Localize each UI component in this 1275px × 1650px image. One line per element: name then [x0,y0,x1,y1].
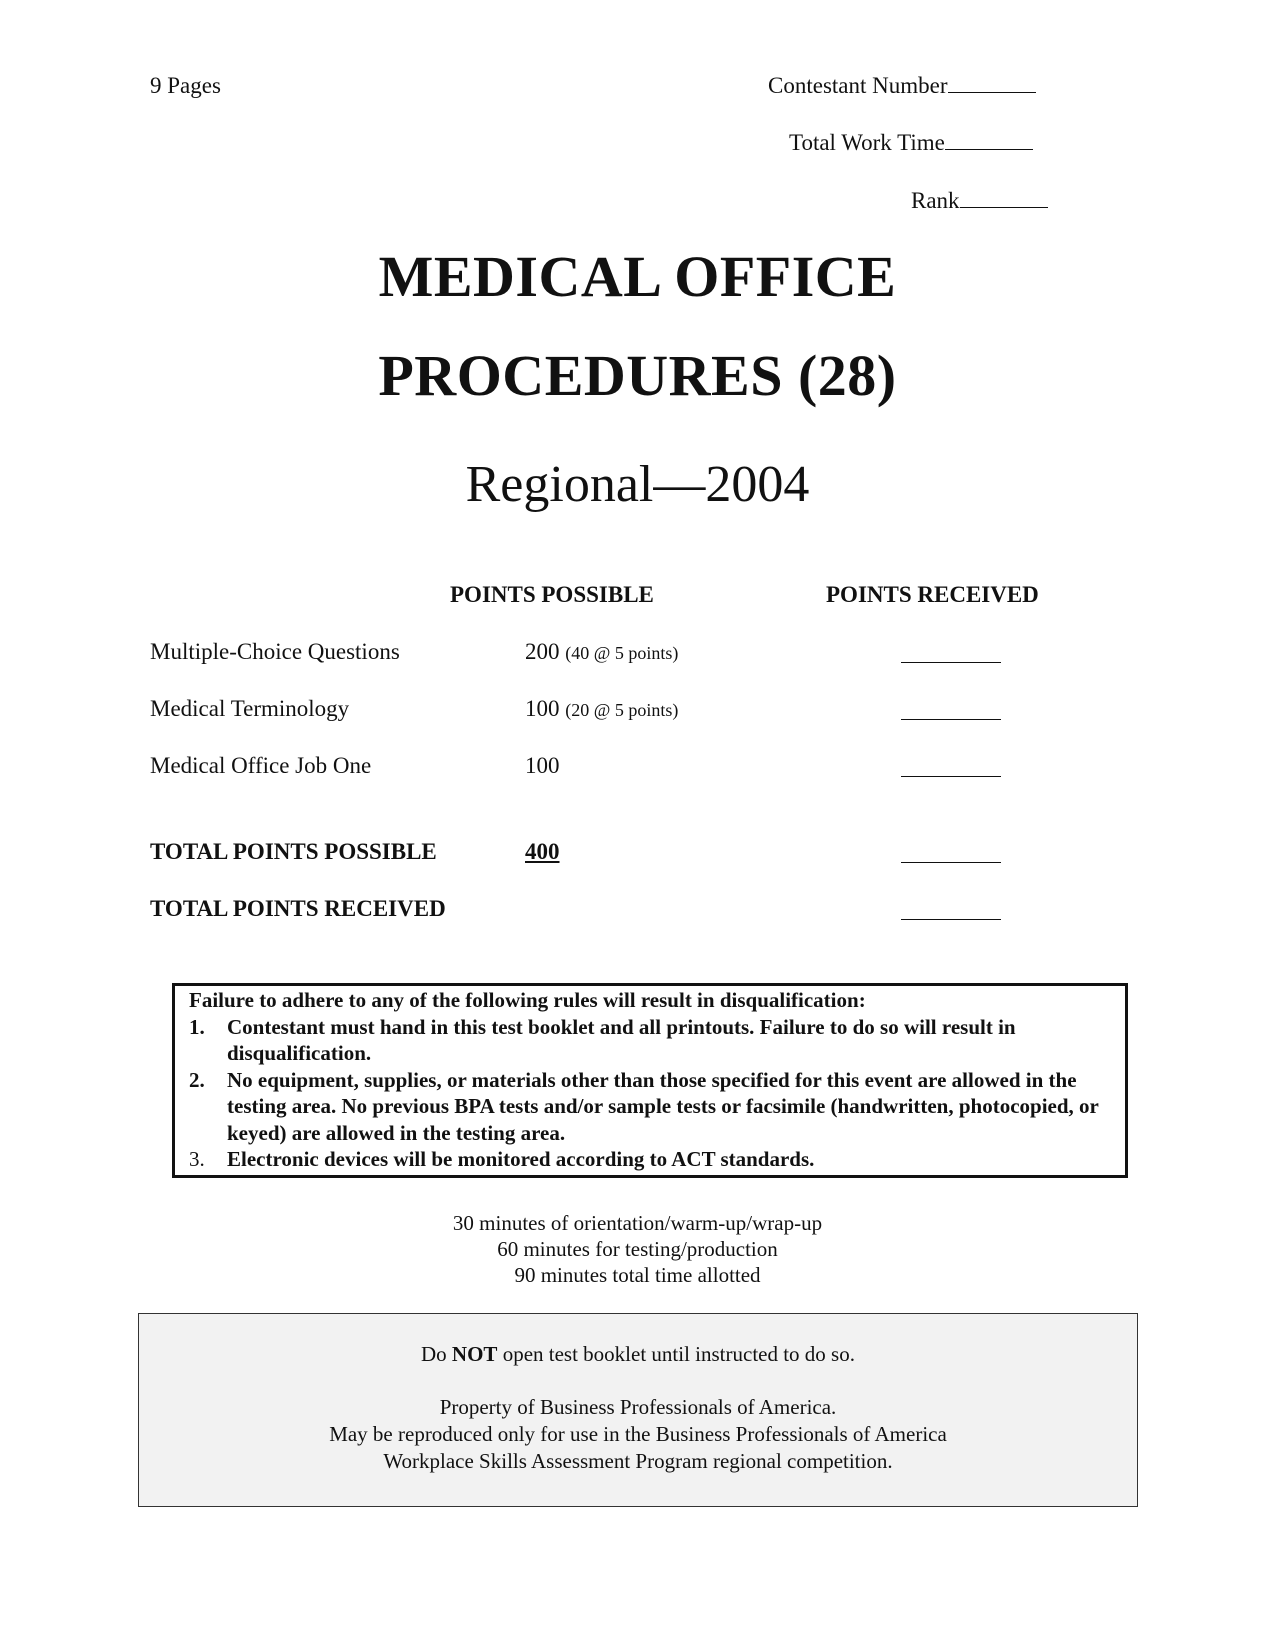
row-points-multiple-choice [525,639,678,665]
property-notice [139,1394,1137,1475]
total-work-time-field[interactable] [789,130,1033,156]
rule-text: Contestant must hand in this test booklet and all printouts. Failure to do so will result in disqualification. [227,1014,1016,1065]
contestant-number-field[interactable] [768,73,1036,99]
rule-number: 1. [189,1014,205,1039]
rule-number: 3. [189,1147,205,1171]
page-count: 9 Pages [150,73,221,98]
time-testing: 60 minutes for testing/production [497,1237,778,1261]
rank-blank[interactable] [960,207,1048,208]
row-label-job-one: Medical Office Job One [150,753,372,778]
rules-heading: Failure to adhere to any of the following rules will result in disqualification: [189,988,866,1012]
rule-number: 2. [189,1067,205,1092]
received-blank-job-one[interactable] [901,752,1001,777]
rule-item [189,1014,1111,1067]
row-label-medical-terminology: Medical Terminology [150,696,350,721]
time-orientation: 30 minutes of orientation/warm-up/wrap-up [452,1211,823,1235]
contestant-number-label: Contestant Number [768,73,948,98]
rank-field[interactable] [911,188,1048,214]
do-not-open-notice [139,1341,1137,1368]
points-possible-header: POINTS POSSIBLE [450,582,654,607]
total-received-label: TOTAL POINTS RECEIVED [150,896,446,921]
title-line-2: PROCEDURES (28) [378,343,897,408]
property-line: Property of Business Professionals of America. [439,1395,837,1419]
points-received-header: POINTS RECEIVED [826,582,1039,607]
rule-text: No equipment, supplies, or materials other than those specified for this event are allowed in the testing area. No previous BPA tests and/or sample tests or facsimile (handwritten, photocopied, or keyed) are allowed in the testing area. [227,1067,1099,1145]
rank-label: Rank [911,188,960,213]
received-blank-total[interactable] [901,895,1001,920]
property-line: Workplace Skills Assessment Program regional competition. [383,1449,893,1473]
rules-box [172,983,1128,1178]
received-blank-medical-terminology[interactable] [901,695,1001,720]
contestant-number-blank[interactable] [948,92,1036,93]
points-value: 200 [525,639,560,664]
row-points-job-one: 100 [525,753,560,778]
notice-box [138,1313,1138,1507]
points-detail: (40 @ 5 points) [565,643,679,663]
rule-item [189,1067,1111,1147]
points-detail: (20 @ 5 points) [565,700,679,720]
time-total: 90 minutes total time allotted [514,1263,761,1287]
total-possible-label: TOTAL POINTS POSSIBLE [150,839,437,864]
received-blank-multiple-choice[interactable] [901,638,1001,663]
title-line-1: MEDICAL OFFICE [378,244,897,309]
total-possible-value: 400 [525,839,560,864]
rule-item [189,1146,1111,1173]
notice-rest: open test booklet until instructed to do so. [502,1342,855,1366]
notice-do: Do [421,1342,447,1366]
points-value: 100 [525,696,560,721]
row-label-multiple-choice: Multiple-Choice Questions [150,639,400,664]
property-line: May be reproduced only for use in the Business Professionals of America [329,1422,947,1446]
received-blank-total-possible[interactable] [901,838,1001,863]
row-points-medical-terminology [525,696,678,722]
notice-not: NOT [451,1342,498,1366]
total-work-time-blank[interactable] [945,149,1033,150]
rule-text: Electronic devices will be monitored according to ACT standards. [227,1147,815,1171]
subtitle: Regional—2004 [465,456,810,513]
total-work-time-label: Total Work Time [789,130,945,155]
